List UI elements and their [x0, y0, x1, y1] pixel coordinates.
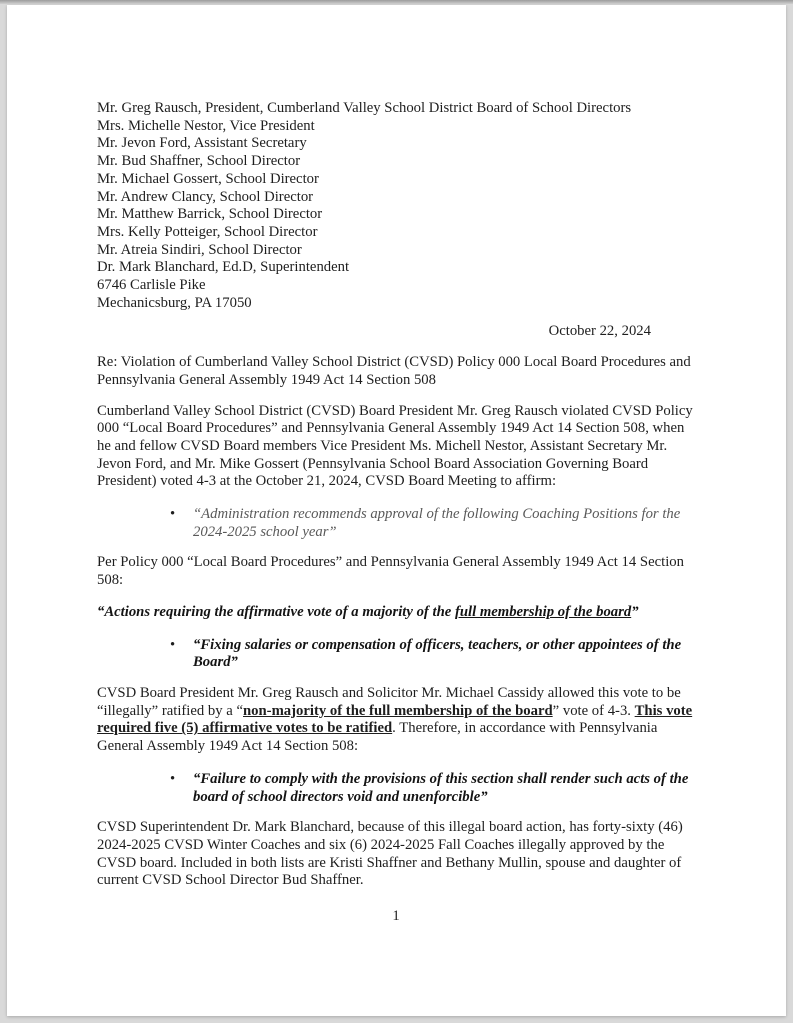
- subject-line: Re: Violation of Cumberland Valley School District (CVSD) Policy 000 Local Board Procedures and Pennsylvania General Assembly 1949 Act 14 Section 508: [97, 354, 691, 388]
- bullet-fixing-salaries: [97, 637, 695, 672]
- recipient-line: Mr. Bud Shaffner, School Director: [97, 153, 301, 170]
- bullet-failure-comply-text: “Failure to comply with the provisions of this section shall render such acts of the board of school directors void and unenforcible”: [193, 770, 689, 805]
- recipient-line: Mrs. Michelle Nestor, Vice President: [97, 117, 315, 134]
- bullet-admin-recommendation: [97, 506, 695, 541]
- page-number: 1: [392, 908, 400, 925]
- bullet-fixing-salaries-text: “Fixing salaries or compensation of officers, teachers, or other appointees of the Board”: [193, 636, 682, 671]
- recipient-line: Mr. Michael Gossert, School Director: [97, 170, 319, 187]
- ratified-five-votes-phrase: This vote required five (5) affirmative votes to be ratified: [97, 702, 693, 737]
- ratified-seg3: ” vote of 4-3.: [552, 702, 635, 719]
- recipient-line: Mr. Matthew Barrick, School Director: [97, 206, 323, 223]
- bullet-icon: •: [170, 636, 176, 653]
- bullet-admin-recommendation-text: “Administration recommends approval of the following Coaching Positions for the 2024-2025 school year”: [193, 506, 681, 540]
- quote-actions-requiring: [97, 604, 695, 622]
- ratified-nonmajority-phrase: non-majority of the full membership of the board: [243, 702, 553, 719]
- recipient-line: Mr. Jevon Ford, Assistant Secretary: [97, 135, 307, 152]
- address-city-line: Mechanicsburg, PA 17050: [97, 294, 252, 311]
- scan-top-edge: [0, 0, 793, 4]
- paragraph-ratified: [97, 685, 695, 756]
- recipient-line: Mrs. Kelly Potteiger, School Director: [97, 223, 318, 240]
- ratified-seg1: CVSD Board President Mr. Greg Rausch and Solicitor Mr. Michael Cassidy allowed this vote to be “illegally” ratified by a “: [97, 684, 681, 719]
- paragraph-per-policy: Per Policy 000 “Local Board Procedures” and Pennsylvania General Assembly 1949 Act 14 Section 508:: [97, 554, 684, 589]
- recipient-address-block: [97, 100, 695, 312]
- ratified-seg5: . Therefore, in accordance with Pennsylvania General Assembly 1949 Act 14 Section 508:: [97, 720, 658, 755]
- quote-underlined-phrase: full membership of the board: [454, 603, 632, 620]
- bullet-failure-comply: [97, 771, 695, 806]
- recipient-line: Mr. Atreia Sindiri, School Director: [97, 241, 302, 258]
- letter-page: [7, 5, 786, 1016]
- bullet-icon: •: [170, 770, 176, 787]
- bullet-icon: •: [170, 506, 176, 523]
- paragraph-superintendent: CVSD Superintendent Dr. Mark Blanchard, because of this illegal board action, has forty-sixty (46) 2024-2025 CVSD Winter Coaches and six (6) 2024-2025 Fall Coaches illegally approved by the CVSD board. Included in both lists are Kristi Shaffner and Bethany Mullin, spouse and daughter of current CVSD School Director Bud Shaffner.: [97, 819, 683, 889]
- recipient-line: Mr. Andrew Clancy, School Director: [97, 188, 314, 205]
- recipient-line: Dr. Mark Blanchard, Ed.D, Superintendent: [97, 259, 350, 276]
- quote-lead: “Actions requiring the affirmative vote of a majority of the: [97, 603, 455, 620]
- paragraph-violation: Cumberland Valley School District (CVSD) Board President Mr. Greg Rausch violated CVSD Policy 000 “Local Board Procedures” and Pennsylvania General Assembly 1949 Act 14 Section 508, when he and fellow CVSD Board members Vice President Ms. Michell Nestor, Assistant Secretary Mr. Jevon Ford, and Mr. Mike Gossert (Pennsylvania School Board Association Governing Board President) voted 4-3 at the October 21, 2024, CVSD Board Meeting to affirm:: [97, 402, 693, 490]
- recipient-line: Mr. Greg Rausch, President, Cumberland Valley School District Board of School Directors: [97, 100, 632, 116]
- letter-date: October 22, 2024: [548, 323, 651, 340]
- quote-close: ”: [631, 603, 639, 620]
- address-street-line: 6746 Carlisle Pike: [97, 277, 206, 294]
